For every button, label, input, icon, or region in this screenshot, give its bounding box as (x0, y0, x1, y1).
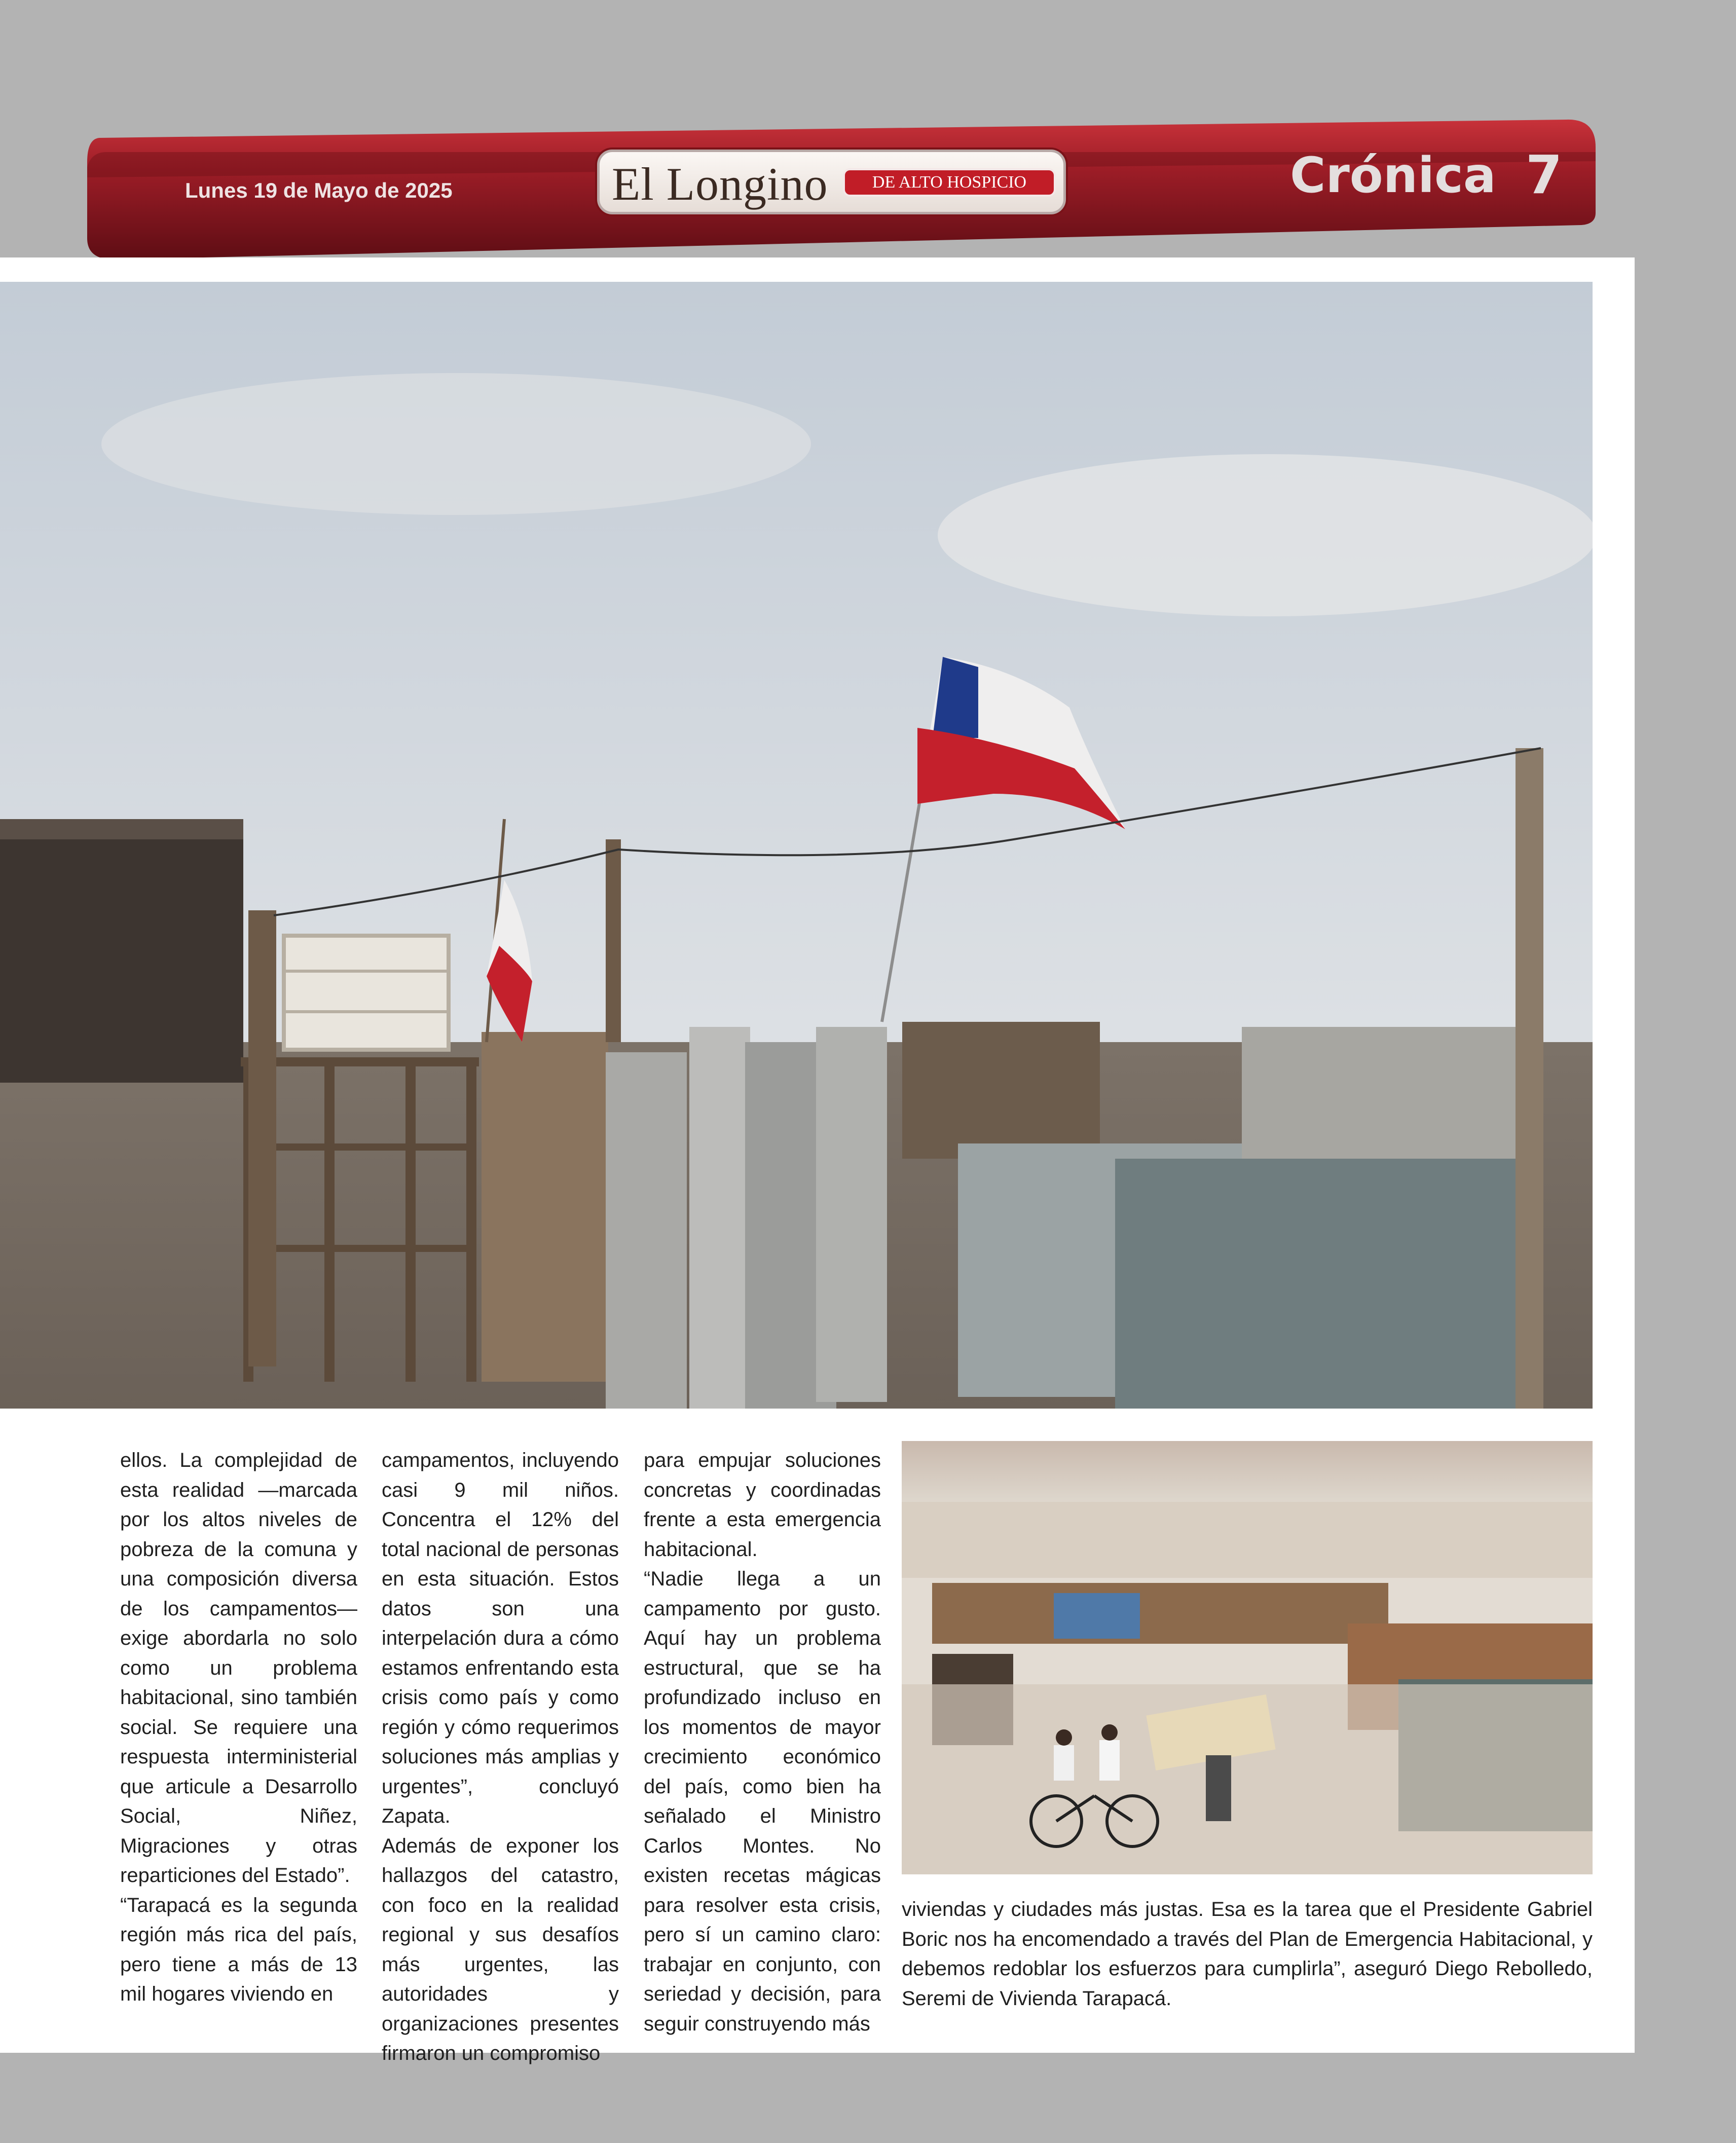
paragraph: Además de exponer los hallazgos del catastro, con foco en la realidad regional y sus desafíos más urgentes, las autoridades y organizaciones presentes firmaron un compromiso (382, 1834, 619, 2064)
logo-title: El Longino (612, 158, 828, 210)
paragraph: viviendas y ciudades más justas. Esa es la tarea que el Presidente Gabriel Boric nos ha encomendado a través del Plan de Emergencia Habitacional, y debemos redoblar los esfuerzos para cumplirla”, aseguró Diego Rebolledo, Seremi de Vivienda Tarapacá. (902, 1898, 1593, 2010)
logo-subtitle: DE ALTO HOSPICIO (843, 168, 1056, 197)
article-column-1 (120, 1446, 357, 2009)
newspaper-logo (597, 150, 1066, 214)
page-number: 7 (1526, 144, 1563, 206)
paragraph: ellos. La complejidad de esta realidad —marcada por los altos niveles de pobreza de la comuna y una composición diversa de los campamentos— exige abordarla no solo como un problema habitacional, sino también social. Se requiere una respuesta interministerial que articule a Desarrollo Social, Niñez, Migraciones y otras reparticiones del Estado”. (120, 1449, 357, 1887)
article-column-2 (382, 1446, 619, 2068)
section-name: Crónica (1290, 147, 1496, 204)
article-column-3 (644, 1446, 881, 2039)
paragraph: “Tarapacá es la segunda región más rica del país, pero tiene a más de 13 mil hogares viviendo en (120, 1894, 357, 2005)
paragraph: para empujar soluciones concretas y coordinadas frente a esta emergencia habitacional. (644, 1449, 881, 1561)
paragraph: “Nadie llega a un campamento por gusto. Aquí hay un problema estructural, que se ha profundizado incluso en los momentos de mayor crecimiento económico del país, como bien ha señalado el Ministro Carlos Montes. No existen recetas mágicas para resolver esta crisis, pero sí un camino claro: trabajar en conjunto, con seriedad y decisión, para seguir construyendo más (644, 1568, 881, 2035)
paragraph: campamentos, incluyendo casi 9 mil niños. Concentra el 12% del total nacional de personas en esta situación. Estos datos son una interpelación dura a cómo estamos enfrentando esta crisis como país y como región y cómo requerimos soluciones más amplias y urgentes”, concluyó Zapata. (382, 1449, 619, 1827)
article-column-4 (902, 1895, 1593, 2013)
issue-date: Lunes 19 de Mayo de 2025 (185, 178, 453, 202)
camp-street-photo-icon (902, 1441, 1593, 1874)
page-header (0, 0, 1736, 264)
shantytown-photo-icon (0, 282, 1593, 1409)
header-banner (0, 0, 1736, 264)
